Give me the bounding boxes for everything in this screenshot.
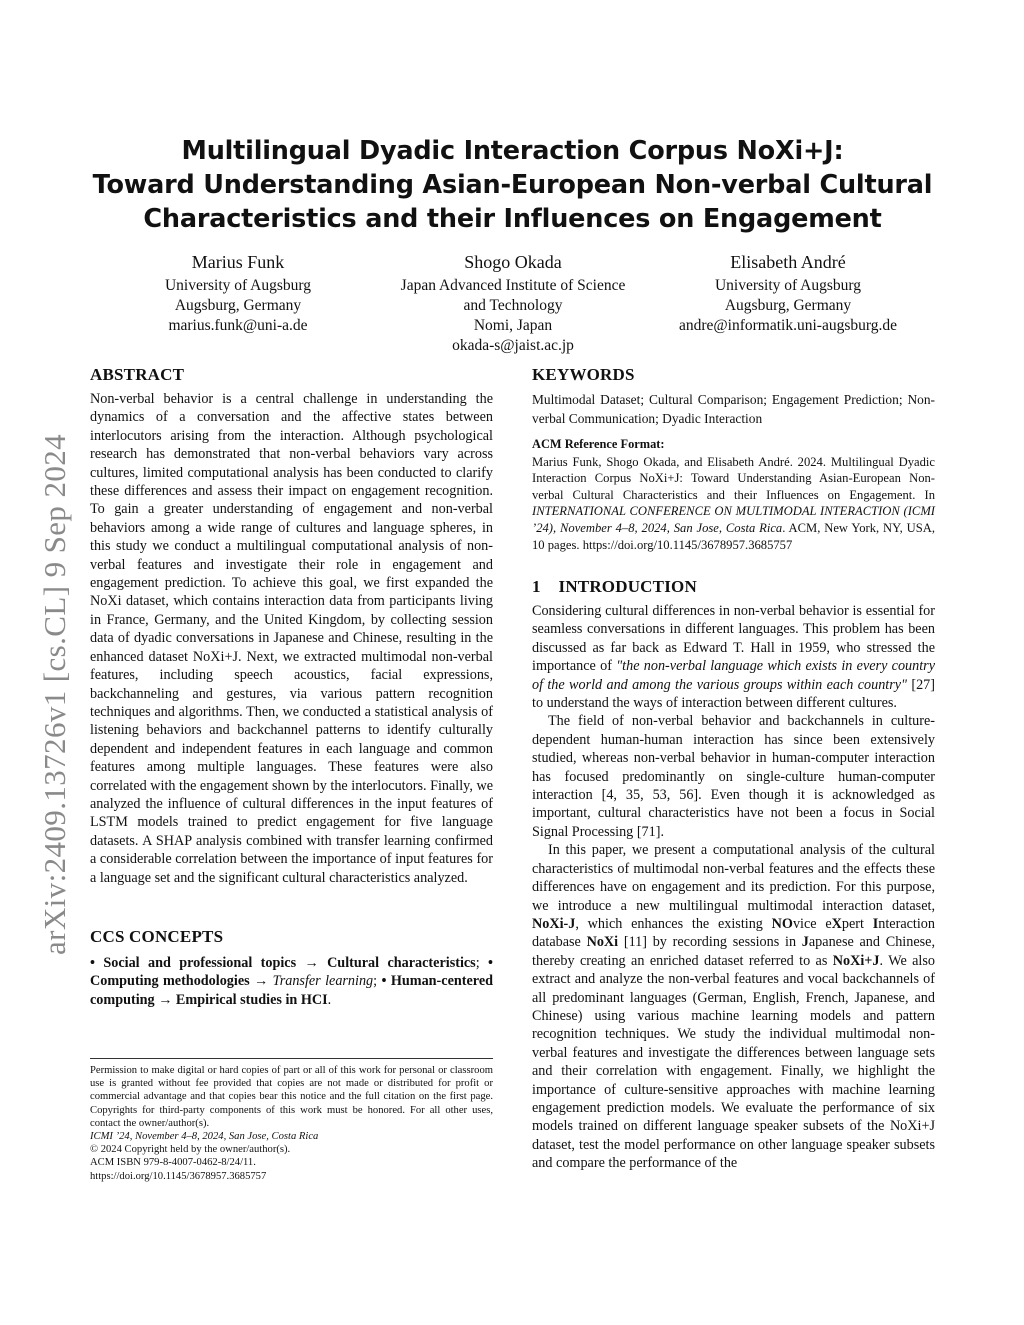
author-name: Shogo Okada [464,252,562,272]
author-email: okada-s@jaist.ac.jp [452,337,574,354]
author-block-funk [138,250,338,336]
ccs-concept-1: Cultural characteristics [327,955,476,971]
author-location: Augsburg, Germany [174,297,302,314]
footnote-rule [90,1058,493,1059]
acm-reference-text: Marius Funk, Shogo Okada, and Elisabeth André. 2024. Multilingual Dyadic Interaction Corpus NoXi+J: Toward Understanding Asian-European Non-verbal Cultural Characteristics and their Influences on Engagement. In INTERNATIONAL CONFERENCE ON MULTIMODAL INTERACTION (ICMI ’24), November 4–8, 2024, San Jose, Costa Rica. ACM, New York, NY, USA, 10 pages. https://doi.org/10.1145/3678957.3685757 [532,454,935,552]
author-location: Augsburg, Germany [724,297,852,314]
footnote-section [90,1058,493,1183]
acm-reference-section [532,436,935,553]
ccs-topic-2: • Computing methodologies [90,955,493,990]
arrow-icon: → [158,991,173,1008]
abstract-heading: ABSTRACT [90,365,185,384]
ccs-section [90,926,493,1009]
keywords-section [532,364,935,428]
intro-paragraph-1: Considering cultural differences in non-verbal behavior is essential for seamless conversations in different languages. This problem has been discussed as far back as Edward T. Hall in 1959, who stressed the importance of "the non-verbal language which exists in every country of the world and among the various groups within each country" [27] to understand the ways of interaction between different cultures. [532,603,935,712]
arrow-icon: → [304,955,319,971]
author-email: andre@informatik.uni-augsburg.de [678,317,897,334]
keywords-heading: KEYWORDS [532,365,635,384]
isbn-line: ACM ISBN 979-8-4007-0462-8/24/11. [90,1157,256,1169]
arxiv-stamp: arXiv:2409.13726v1 [cs.CL] 9 Sep 2024 [37,433,72,955]
introduction-section [532,576,935,1173]
arrow-icon: → [254,973,269,990]
author-name: Marius Funk [191,252,285,272]
acm-reference-heading: ACM Reference Format: [532,437,665,451]
author-block-andre [660,250,916,336]
ccs-text: • Social and professional topics → Cultural characteristics; • Computing methodologies → Transfer learning; • Human-centered computing → Empirical studies in HCI. [90,955,494,1008]
copyright-line: © 2024 Copyright held by the owner/author(s). [90,1144,291,1156]
abstract-text: Non-verbal behavior is a central challenge in understanding the dynamics of a conversation and the affective states between interlocutors arising from the interaction. Although psychological research has demonstrated that non-verbal behaviors vary across cultures, limited computational analysis has been conducted to clarify these differences and assess their impact on engagement recognition. To gain a greater understanding of engagement and non-verbal behaviors among a wide range of cultures and language spheres, in this study we conduct a multilingual computational analysis of non-verbal features and investigate their role in engagement and engagement prediction. To achieve this goal, we first expanded the NoXi dataset, which contains interaction data from participants living in France, Germany, and the United Kingdom, by collecting session data of dyadic conversations in Japanese and Chinese, resulting in the enhanced dataset NoXi+J. Next, we extracted multimodal non-verbal features, including speech acoustics, facial expressions, backchanneling and gestures, via various pattern recognition techniques and algorithms. Then, we conducted a statistical analysis of listening behaviors and backchannel patterns to identify culturally dependent and independent features in each language and common features among multiple languages. These features were also correlated with the engagement shown by the interlocutors. Finally, we analyzed the influence of cultural differences in the input features of LSTM models trained to predict engagement for five language datasets. A SHAP analysis combined with transfer learning confirmed a considerable correlation between the importance of input features for a language set and the significant cultural characteristics analyzed. [90,391,493,886]
author-location: Nomi, Japan [473,317,553,334]
doi-link[interactable]: https://doi.org/10.1145/3678957.3685757 [90,1170,267,1182]
title-line-2: Toward Understanding Asian-European Non-verbal Cultural [92,170,933,200]
title-line-3: Characteristics and their Influences on Engagement [143,204,882,234]
venue-line: ICMI ’24, November 4–8, 2024, San Jose, Costa Rica [90,1131,319,1143]
ccs-topic-1: • Social and professional topics [90,955,297,971]
ccs-topic-3: • Human-centered computing [90,973,494,1008]
author-block-okada [382,250,644,356]
author-affiliation-cont: and Technology [463,297,563,314]
author-name: Elisabeth André [730,252,846,272]
ccs-concept-2: Transfer learning [272,973,374,990]
keywords-text: Multimodal Dataset; Cultural Comparison; Engagement Prediction; Non-verbal Communication; Dyadic Interaction [532,392,935,426]
paper-title [90,134,935,236]
title-line-1: Multilingual Dyadic Interaction Corpus NoXi+J: [181,136,844,166]
ccs-concept-3: Empirical studies in HCI [175,991,328,1008]
author-affiliation: University of Augsburg [714,277,862,294]
author-affiliation: Japan Advanced Institute of Science [400,277,626,294]
introduction-heading: 1 INTRODUCTION [532,577,697,596]
abstract-section [90,364,493,887]
author-affiliation: University of Augsburg [164,277,312,294]
intro-paragraph-2: The field of non-verbal behavior and backchannels in culture-dependent human-human interaction has since been extensively studied, whereas non-verbal behavior in human-computer interaction has focused predominantly on single-culture human-computer interaction [4, 35, 53, 56]. Even though it is acknowledged as important, cultural characteristics have not been a focus in Social Signal Processing [71]. [532,713,935,840]
ccs-heading: CCS CONCEPTS [90,927,224,946]
permission-notice: Permission to make digital or hard copies of part or all of this work for personal or classroom use is granted without fee provided that copies are not made or distributed for profit or commercial advantage and that copies bear this notice and the full citation on the first page. Copyrights for third-party components of this work must be honored. For all other uses, contact the owner/author(s). [90,1065,493,1129]
intro-paragraph-3: In this paper, we present a computational analysis of the cultural characteristics of multimodal non-verbal features and the effects these differences have on engagement and its prediction. For this purpose, we introduce a new multilingual multimodal interaction dataset, NoXi-J, which enhances the existing NOvice eXpert Interaction database NoXi [11] by recording sessions in Japanese and Chinese, thereby creating an enriched dataset referred to as NoXi+J. We also extract and analyze the non-verbal features and vocal backchannels of all predominant languages (German, English, French, Japanese, and Chinese) using various machine learning models and pattern recognition techniques. We study the individual multimodal non-verbal features and investigate the differences between language sets and their correlation with engagement. Finally, we highlight the importance of culture-sensitive approaches with machine learning engagement prediction models. We evaluate the performance of six models trained on different language speaker subsets of the NoXi+J dataset, test the model performance on other language speaker subsets and compare the performance of the [532,842,935,1172]
author-email: marius.funk@uni-a.de [168,317,308,334]
